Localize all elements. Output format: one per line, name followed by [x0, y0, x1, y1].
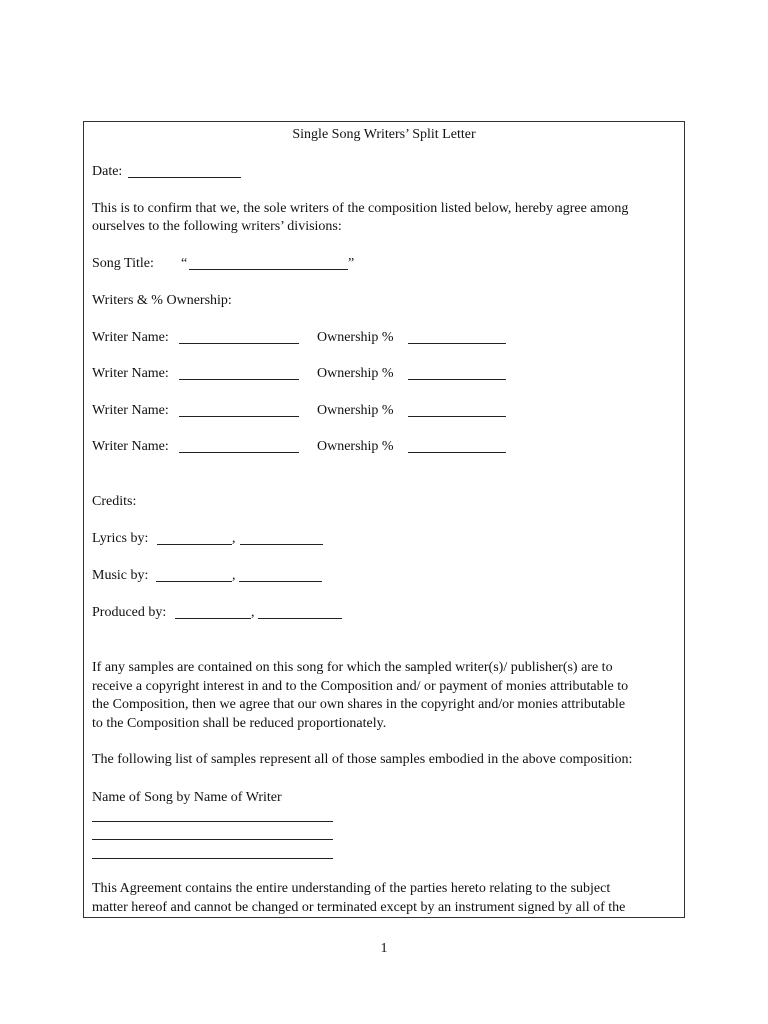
ownership-blank[interactable]	[408, 416, 506, 417]
produced-by-blank-1[interactable]	[175, 618, 251, 619]
writer-name-label: Writer Name:	[92, 439, 169, 454]
music-by-blank-2[interactable]	[239, 581, 322, 582]
writer-name-blank[interactable]	[179, 379, 299, 380]
agreement-line: This Agreement contains the entire understanding of the parties hereto relating to the subject	[92, 881, 611, 896]
samples-paragraph-line: the Composition, then we agree that our own shares in the copyright and/or monies attributable	[92, 697, 626, 712]
document-page	[83, 121, 685, 918]
writer-name-label: Writer Name:	[92, 366, 169, 381]
writer-name-blank[interactable]	[179, 416, 299, 417]
agreement-line: matter hereof and cannot be changed or terminated except by an instrument signed by all of the	[92, 900, 626, 915]
writer-name-blank[interactable]	[179, 452, 299, 453]
song-title-blank[interactable]	[189, 269, 348, 270]
samples-list-intro: The following list of samples represent all of those samples embodied in the above composition:	[92, 752, 633, 767]
date-label: Date:	[92, 164, 123, 179]
song-title-open-quote: “	[181, 256, 188, 271]
writer-name-label: Writer Name:	[92, 330, 169, 345]
music-by-separator: ,	[232, 568, 236, 583]
page-number: 1	[380, 941, 388, 956]
credits-heading: Credits:	[92, 494, 137, 509]
ownership-blank[interactable]	[408, 379, 506, 380]
song-title-label: Song Title:	[92, 256, 154, 271]
samples-paragraph-line: If any samples are contained on this song for which the sampled writer(s)/ publisher(s) are to	[92, 660, 613, 675]
lyrics-by-blank-2[interactable]	[240, 544, 323, 545]
samples-list-heading: Name of Song by Name of Writer	[92, 790, 282, 805]
samples-paragraph-line: to the Composition shall be reduced proportionately.	[92, 716, 387, 731]
music-by-label: Music by:	[92, 568, 149, 583]
lyrics-by-label: Lyrics by:	[92, 531, 149, 546]
writer-name-label: Writer Name:	[92, 403, 169, 418]
samples-paragraph-line: receive a copyright interest in and to the Composition and/ or payment of monies attributable to	[92, 679, 629, 694]
produced-by-blank-2[interactable]	[258, 618, 342, 619]
writer-name-blank[interactable]	[179, 343, 299, 344]
lyrics-by-blank-1[interactable]	[157, 544, 232, 545]
sample-entry-blank[interactable]	[92, 858, 333, 859]
intro-line-2: ourselves to the following writers’ divisions:	[92, 219, 342, 234]
song-title-close-quote: ”	[348, 256, 355, 271]
music-by-blank-1[interactable]	[156, 581, 232, 582]
sample-entry-blank[interactable]	[92, 839, 333, 840]
ownership-blank[interactable]	[408, 452, 506, 453]
sample-entry-blank[interactable]	[92, 821, 333, 822]
produced-by-label: Produced by:	[92, 605, 167, 620]
date-blank[interactable]	[128, 177, 241, 178]
ownership-blank[interactable]	[408, 343, 506, 344]
ownership-label: Ownership %	[317, 366, 394, 381]
intro-line-1: This is to confirm that we, the sole writers of the composition listed below, hereby agree among	[92, 201, 629, 216]
ownership-label: Ownership %	[317, 330, 394, 345]
produced-by-separator: ,	[251, 605, 255, 620]
ownership-label: Ownership %	[317, 439, 394, 454]
lyrics-by-separator: ,	[232, 531, 236, 546]
ownership-label: Ownership %	[317, 403, 394, 418]
writers-heading: Writers & % Ownership:	[92, 293, 232, 308]
document-title: Single Song Writers’ Split Letter	[292, 127, 476, 142]
